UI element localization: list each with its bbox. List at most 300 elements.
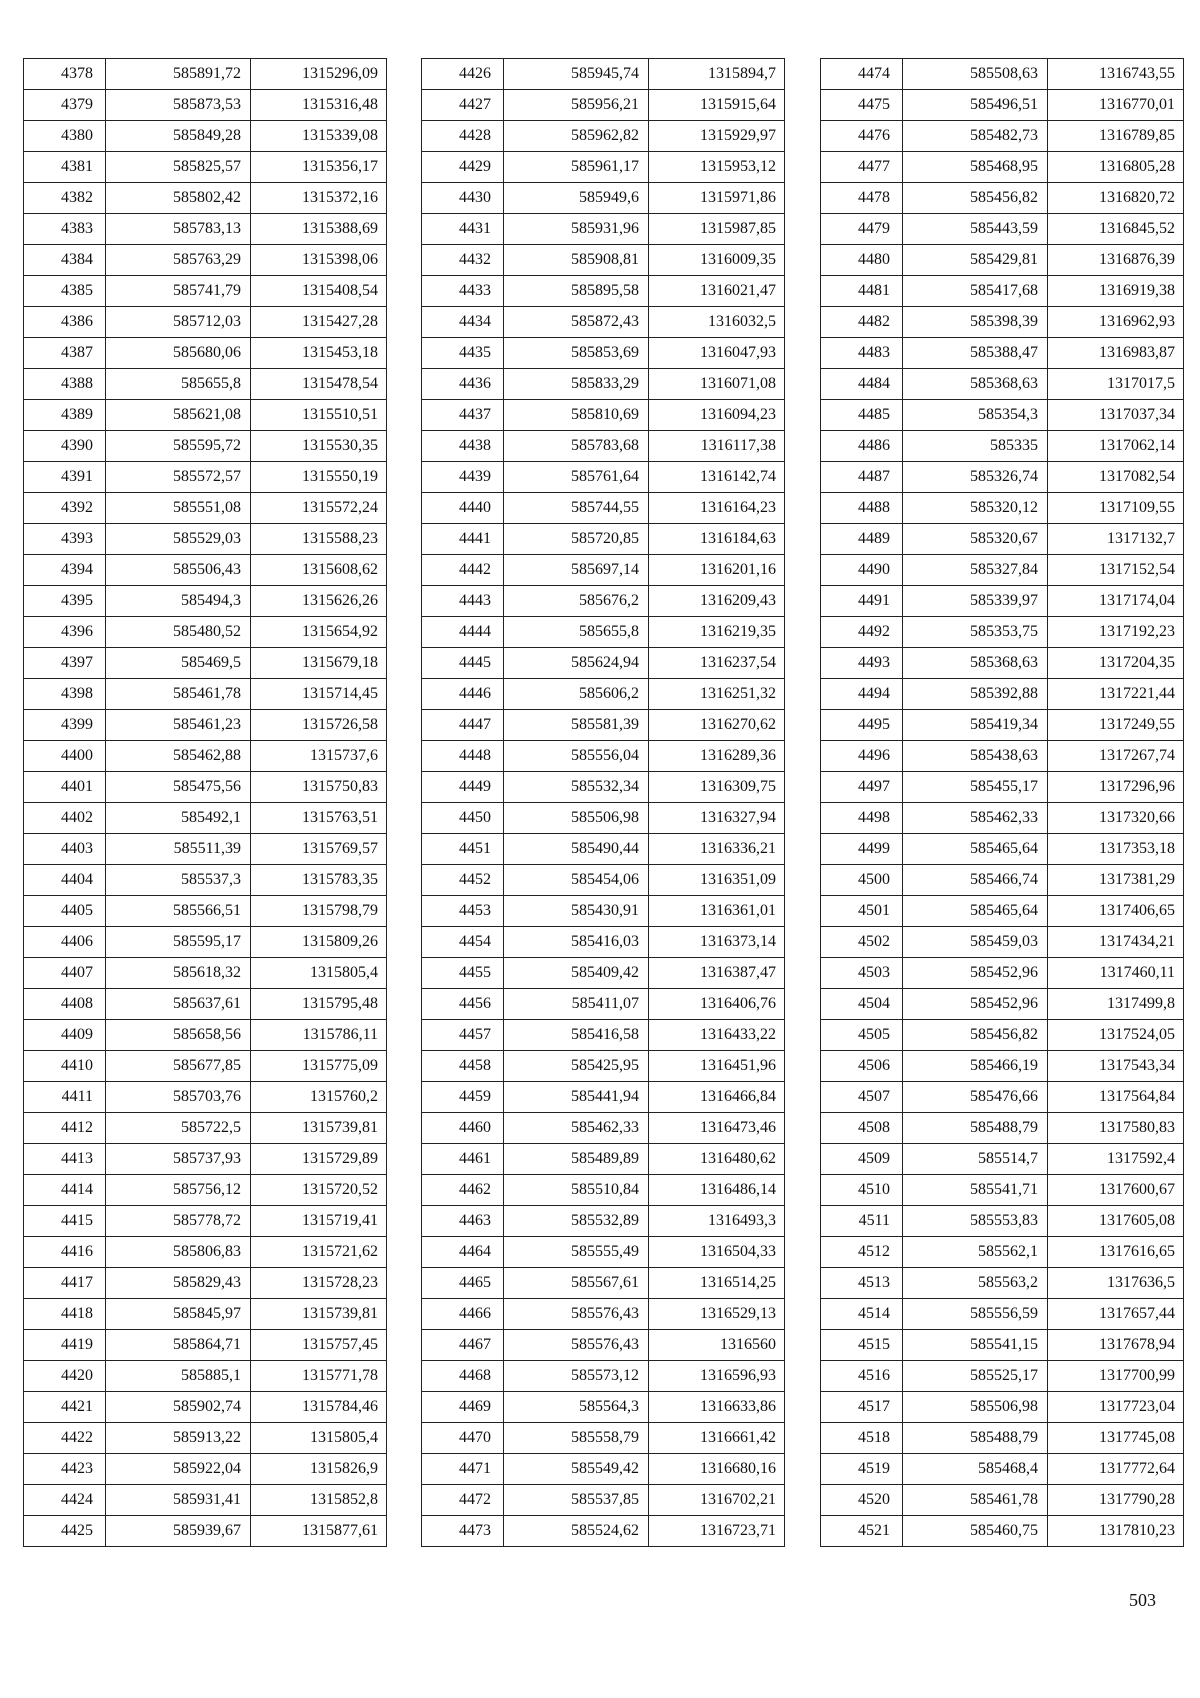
- table-row: [24, 400, 387, 431]
- y-coordinate-cell: 1317543,34: [1048, 1051, 1184, 1082]
- x-coordinate-cell: 585891,72: [106, 59, 251, 90]
- coordinate-table-3: [820, 58, 1184, 1547]
- x-coordinate-cell: 585353,75: [903, 617, 1048, 648]
- point-number-cell: 4447: [422, 710, 504, 741]
- point-number-cell: 4496: [821, 741, 903, 772]
- x-coordinate-cell: 585454,06: [504, 865, 649, 896]
- table-row: [422, 1392, 785, 1423]
- x-coordinate-cell: 585326,74: [903, 462, 1048, 493]
- table-row: [422, 1051, 785, 1082]
- point-number-cell: 4401: [24, 772, 106, 803]
- x-coordinate-cell: 585556,59: [903, 1299, 1048, 1330]
- x-coordinate-cell: 585549,42: [504, 1454, 649, 1485]
- y-coordinate-cell: 1315737,6: [251, 741, 387, 772]
- x-coordinate-cell: 585489,89: [504, 1144, 649, 1175]
- table-row: [821, 59, 1184, 90]
- point-number-cell: 4498: [821, 803, 903, 834]
- table-row: [821, 214, 1184, 245]
- point-number-cell: 4501: [821, 896, 903, 927]
- point-number-cell: 4507: [821, 1082, 903, 1113]
- table-row: [422, 1113, 785, 1144]
- y-coordinate-cell: 1317772,64: [1048, 1454, 1184, 1485]
- y-coordinate-cell: 1316680,16: [649, 1454, 785, 1485]
- point-number-cell: 4469: [422, 1392, 504, 1423]
- x-coordinate-cell: 585621,08: [106, 400, 251, 431]
- x-coordinate-cell: 585573,12: [504, 1361, 649, 1392]
- y-coordinate-cell: 1316723,71: [649, 1516, 785, 1547]
- table-row: [821, 1020, 1184, 1051]
- point-number-cell: 4443: [422, 586, 504, 617]
- point-number-cell: 4456: [422, 989, 504, 1020]
- y-coordinate-cell: 1315530,35: [251, 431, 387, 462]
- table-row: [821, 834, 1184, 865]
- table-row: [422, 865, 785, 896]
- x-coordinate-cell: 585320,12: [903, 493, 1048, 524]
- x-coordinate-cell: 585411,07: [504, 989, 649, 1020]
- table-row: [821, 245, 1184, 276]
- y-coordinate-cell: 1317062,14: [1048, 431, 1184, 462]
- x-coordinate-cell: 585744,55: [504, 493, 649, 524]
- point-number-cell: 4453: [422, 896, 504, 927]
- y-coordinate-cell: 1316251,32: [649, 679, 785, 710]
- x-coordinate-cell: 585555,49: [504, 1237, 649, 1268]
- y-coordinate-cell: 1315720,52: [251, 1175, 387, 1206]
- x-coordinate-cell: 585537,3: [106, 865, 251, 896]
- point-number-cell: 4440: [422, 493, 504, 524]
- point-number-cell: 4464: [422, 1237, 504, 1268]
- point-number-cell: 4421: [24, 1392, 106, 1423]
- y-coordinate-cell: 1316289,36: [649, 741, 785, 772]
- y-coordinate-cell: 1315296,09: [251, 59, 387, 90]
- table-row: [24, 307, 387, 338]
- y-coordinate-cell: 1316406,76: [649, 989, 785, 1020]
- table-row: [24, 1237, 387, 1268]
- x-coordinate-cell: 585456,82: [903, 1020, 1048, 1051]
- table-row: [422, 1423, 785, 1454]
- table-row: [24, 245, 387, 276]
- point-number-cell: 4385: [24, 276, 106, 307]
- y-coordinate-cell: 1316805,28: [1048, 152, 1184, 183]
- table-row: [24, 989, 387, 1020]
- y-coordinate-cell: 1317499,8: [1048, 989, 1184, 1020]
- x-coordinate-cell: 585956,21: [504, 90, 649, 121]
- point-number-cell: 4449: [422, 772, 504, 803]
- table-row: [422, 772, 785, 803]
- point-number-cell: 4412: [24, 1113, 106, 1144]
- point-number-cell: 4487: [821, 462, 903, 493]
- y-coordinate-cell: 1317249,55: [1048, 710, 1184, 741]
- x-coordinate-cell: 585425,95: [504, 1051, 649, 1082]
- table-row: [422, 524, 785, 555]
- x-coordinate-cell: 585562,1: [903, 1237, 1048, 1268]
- point-number-cell: 4442: [422, 555, 504, 586]
- y-coordinate-cell: 1315588,23: [251, 524, 387, 555]
- y-coordinate-cell: 1317790,28: [1048, 1485, 1184, 1516]
- point-number-cell: 4436: [422, 369, 504, 400]
- point-number-cell: 4454: [422, 927, 504, 958]
- table-row: [24, 493, 387, 524]
- x-coordinate-cell: 585417,68: [903, 276, 1048, 307]
- x-coordinate-cell: 585624,94: [504, 648, 649, 679]
- table-row: [821, 1144, 1184, 1175]
- y-coordinate-cell: 1315826,9: [251, 1454, 387, 1485]
- x-coordinate-cell: 585416,03: [504, 927, 649, 958]
- table-row: [422, 462, 785, 493]
- y-coordinate-cell: 1315550,19: [251, 462, 387, 493]
- y-coordinate-cell: 1316743,55: [1048, 59, 1184, 90]
- point-number-cell: 4475: [821, 90, 903, 121]
- y-coordinate-cell: 1317017,5: [1048, 369, 1184, 400]
- x-coordinate-cell: 585567,61: [504, 1268, 649, 1299]
- point-number-cell: 4476: [821, 121, 903, 152]
- table-row: [422, 59, 785, 90]
- x-coordinate-cell: 585833,29: [504, 369, 649, 400]
- table-row: [422, 679, 785, 710]
- x-coordinate-cell: 585655,8: [106, 369, 251, 400]
- table-row: [422, 803, 785, 834]
- point-number-cell: 4508: [821, 1113, 903, 1144]
- table-row: [821, 927, 1184, 958]
- table-row: [821, 1206, 1184, 1237]
- table-row: [422, 741, 785, 772]
- y-coordinate-cell: 1315408,54: [251, 276, 387, 307]
- point-number-cell: 4477: [821, 152, 903, 183]
- y-coordinate-cell: 1317600,67: [1048, 1175, 1184, 1206]
- table-row: [422, 710, 785, 741]
- table-row: [821, 1454, 1184, 1485]
- table-row: [24, 152, 387, 183]
- x-coordinate-cell: 585722,5: [106, 1113, 251, 1144]
- table-row: [24, 276, 387, 307]
- y-coordinate-cell: 1316032,5: [649, 307, 785, 338]
- point-number-cell: 4381: [24, 152, 106, 183]
- y-coordinate-cell: 1315453,18: [251, 338, 387, 369]
- point-number-cell: 4515: [821, 1330, 903, 1361]
- y-coordinate-cell: 1317810,23: [1048, 1516, 1184, 1547]
- y-coordinate-cell: 1315784,46: [251, 1392, 387, 1423]
- point-number-cell: 4403: [24, 834, 106, 865]
- point-number-cell: 4416: [24, 1237, 106, 1268]
- y-coordinate-cell: 1315510,51: [251, 400, 387, 431]
- y-coordinate-cell: 1316270,62: [649, 710, 785, 741]
- x-coordinate-cell: 585737,93: [106, 1144, 251, 1175]
- table-row: [821, 741, 1184, 772]
- table-row: [24, 462, 387, 493]
- y-coordinate-cell: 1316504,33: [649, 1237, 785, 1268]
- point-number-cell: 4512: [821, 1237, 903, 1268]
- table-row: [821, 152, 1184, 183]
- point-number-cell: 4418: [24, 1299, 106, 1330]
- point-number-cell: 4458: [422, 1051, 504, 1082]
- y-coordinate-cell: 1315721,62: [251, 1237, 387, 1268]
- y-coordinate-cell: 1317678,94: [1048, 1330, 1184, 1361]
- y-coordinate-cell: 1317204,35: [1048, 648, 1184, 679]
- y-coordinate-cell: 1316789,85: [1048, 121, 1184, 152]
- x-coordinate-cell: 585476,66: [903, 1082, 1048, 1113]
- point-number-cell: 4392: [24, 493, 106, 524]
- table-row: [24, 369, 387, 400]
- point-number-cell: 4410: [24, 1051, 106, 1082]
- x-coordinate-cell: 585676,2: [504, 586, 649, 617]
- table-row: [24, 1423, 387, 1454]
- point-number-cell: 4482: [821, 307, 903, 338]
- table-row: [821, 1051, 1184, 1082]
- x-coordinate-cell: 585461,23: [106, 710, 251, 741]
- x-coordinate-cell: 585778,72: [106, 1206, 251, 1237]
- y-coordinate-cell: 1315809,26: [251, 927, 387, 958]
- y-coordinate-cell: 1316486,14: [649, 1175, 785, 1206]
- x-coordinate-cell: 585335: [903, 431, 1048, 462]
- point-number-cell: 4404: [24, 865, 106, 896]
- x-coordinate-cell: 585961,17: [504, 152, 649, 183]
- table-row: [24, 1175, 387, 1206]
- x-coordinate-cell: 585461,78: [106, 679, 251, 710]
- table-row: [422, 493, 785, 524]
- table-row: [422, 1361, 785, 1392]
- table-row: [24, 1020, 387, 1051]
- y-coordinate-cell: 1317723,04: [1048, 1392, 1184, 1423]
- x-coordinate-cell: 585475,56: [106, 772, 251, 803]
- x-coordinate-cell: 585525,17: [903, 1361, 1048, 1392]
- x-coordinate-cell: 585829,43: [106, 1268, 251, 1299]
- point-number-cell: 4521: [821, 1516, 903, 1547]
- point-number-cell: 4489: [821, 524, 903, 555]
- table-row: [24, 555, 387, 586]
- y-coordinate-cell: 1316071,08: [649, 369, 785, 400]
- point-number-cell: 4450: [422, 803, 504, 834]
- y-coordinate-cell: 1317353,18: [1048, 834, 1184, 865]
- y-coordinate-cell: 1317132,7: [1048, 524, 1184, 555]
- point-number-cell: 4492: [821, 617, 903, 648]
- table-row: [24, 1485, 387, 1516]
- table-row: [821, 1516, 1184, 1547]
- point-number-cell: 4390: [24, 431, 106, 462]
- y-coordinate-cell: 1315783,35: [251, 865, 387, 896]
- table-row: [821, 896, 1184, 927]
- x-coordinate-cell: 585680,06: [106, 338, 251, 369]
- point-number-cell: 4394: [24, 555, 106, 586]
- y-coordinate-cell: 1315953,12: [649, 152, 785, 183]
- x-coordinate-cell: 585763,29: [106, 245, 251, 276]
- point-number-cell: 4435: [422, 338, 504, 369]
- point-number-cell: 4491: [821, 586, 903, 617]
- table-row: [821, 679, 1184, 710]
- y-coordinate-cell: 1317152,54: [1048, 555, 1184, 586]
- y-coordinate-cell: 1316473,46: [649, 1113, 785, 1144]
- point-number-cell: 4432: [422, 245, 504, 276]
- table-row: [821, 1361, 1184, 1392]
- y-coordinate-cell: 1315795,48: [251, 989, 387, 1020]
- table-row: [422, 958, 785, 989]
- point-number-cell: 4399: [24, 710, 106, 741]
- x-coordinate-cell: 585327,84: [903, 555, 1048, 586]
- point-number-cell: 4433: [422, 276, 504, 307]
- y-coordinate-cell: 1316529,13: [649, 1299, 785, 1330]
- x-coordinate-cell: 585524,62: [504, 1516, 649, 1547]
- y-coordinate-cell: 1317381,29: [1048, 865, 1184, 896]
- table-row: [24, 834, 387, 865]
- x-coordinate-cell: 585558,79: [504, 1423, 649, 1454]
- table-row: [24, 121, 387, 152]
- point-number-cell: 4494: [821, 679, 903, 710]
- point-number-cell: 4511: [821, 1206, 903, 1237]
- table-row: [422, 1175, 785, 1206]
- y-coordinate-cell: 1315971,86: [649, 183, 785, 214]
- x-coordinate-cell: 585677,85: [106, 1051, 251, 1082]
- x-coordinate-cell: 585460,75: [903, 1516, 1048, 1547]
- point-number-cell: 4424: [24, 1485, 106, 1516]
- point-number-cell: 4452: [422, 865, 504, 896]
- y-coordinate-cell: 1316219,35: [649, 617, 785, 648]
- y-coordinate-cell: 1316201,16: [649, 555, 785, 586]
- x-coordinate-cell: 585864,71: [106, 1330, 251, 1361]
- x-coordinate-cell: 585510,84: [504, 1175, 649, 1206]
- point-number-cell: 4519: [821, 1454, 903, 1485]
- y-coordinate-cell: 1316702,21: [649, 1485, 785, 1516]
- table-row: [24, 1082, 387, 1113]
- x-coordinate-cell: 585541,71: [903, 1175, 1048, 1206]
- point-number-cell: 4389: [24, 400, 106, 431]
- table-row: [821, 865, 1184, 896]
- table-row: [422, 214, 785, 245]
- point-number-cell: 4490: [821, 555, 903, 586]
- y-coordinate-cell: 1315877,61: [251, 1516, 387, 1547]
- table-row: [422, 1454, 785, 1485]
- x-coordinate-cell: 585873,53: [106, 90, 251, 121]
- point-number-cell: 4378: [24, 59, 106, 90]
- point-number-cell: 4488: [821, 493, 903, 524]
- point-number-cell: 4514: [821, 1299, 903, 1330]
- table-row: [24, 896, 387, 927]
- table-row: [422, 245, 785, 276]
- y-coordinate-cell: 1315356,17: [251, 152, 387, 183]
- x-coordinate-cell: 585606,2: [504, 679, 649, 710]
- y-coordinate-cell: 1316309,75: [649, 772, 785, 803]
- x-coordinate-cell: 585576,43: [504, 1299, 649, 1330]
- y-coordinate-cell: 1315775,09: [251, 1051, 387, 1082]
- x-coordinate-cell: 585462,88: [106, 741, 251, 772]
- x-coordinate-cell: 585339,97: [903, 586, 1048, 617]
- x-coordinate-cell: 585388,47: [903, 338, 1048, 369]
- x-coordinate-cell: 585872,43: [504, 307, 649, 338]
- y-coordinate-cell: 1315894,7: [649, 59, 785, 90]
- point-number-cell: 4428: [422, 121, 504, 152]
- y-coordinate-cell: 1315626,26: [251, 586, 387, 617]
- y-coordinate-cell: 1317109,55: [1048, 493, 1184, 524]
- point-number-cell: 4479: [821, 214, 903, 245]
- x-coordinate-cell: 585455,17: [903, 772, 1048, 803]
- point-number-cell: 4513: [821, 1268, 903, 1299]
- table-row: [422, 121, 785, 152]
- point-number-cell: 4471: [422, 1454, 504, 1485]
- table-row: [422, 927, 785, 958]
- y-coordinate-cell: 1317082,54: [1048, 462, 1184, 493]
- table-row: [24, 1454, 387, 1485]
- x-coordinate-cell: 585320,67: [903, 524, 1048, 555]
- point-number-cell: 4485: [821, 400, 903, 431]
- point-number-cell: 4506: [821, 1051, 903, 1082]
- table-row: [422, 834, 785, 865]
- point-number-cell: 4520: [821, 1485, 903, 1516]
- y-coordinate-cell: 1315372,16: [251, 183, 387, 214]
- point-number-cell: 4465: [422, 1268, 504, 1299]
- point-number-cell: 4391: [24, 462, 106, 493]
- table-row: [821, 648, 1184, 679]
- point-number-cell: 4429: [422, 152, 504, 183]
- x-coordinate-cell: 585465,64: [903, 834, 1048, 865]
- x-coordinate-cell: 585508,63: [903, 59, 1048, 90]
- table-row: [422, 617, 785, 648]
- table-row: [821, 1237, 1184, 1268]
- point-number-cell: 4484: [821, 369, 903, 400]
- table-row: [821, 183, 1184, 214]
- x-coordinate-cell: 585368,63: [903, 369, 1048, 400]
- table-row: [24, 1113, 387, 1144]
- y-coordinate-cell: 1315608,62: [251, 555, 387, 586]
- point-number-cell: 4517: [821, 1392, 903, 1423]
- y-coordinate-cell: 1317605,08: [1048, 1206, 1184, 1237]
- table-row: [24, 524, 387, 555]
- coordinate-tables: [23, 58, 1183, 1561]
- y-coordinate-cell: 1317657,44: [1048, 1299, 1184, 1330]
- y-coordinate-cell: 1316047,93: [649, 338, 785, 369]
- point-number-cell: 4387: [24, 338, 106, 369]
- x-coordinate-cell: 585488,79: [903, 1113, 1048, 1144]
- point-number-cell: 4470: [422, 1423, 504, 1454]
- x-coordinate-cell: 585595,17: [106, 927, 251, 958]
- point-number-cell: 4441: [422, 524, 504, 555]
- point-number-cell: 4504: [821, 989, 903, 1020]
- point-number-cell: 4402: [24, 803, 106, 834]
- y-coordinate-cell: 1317221,44: [1048, 679, 1184, 710]
- y-coordinate-cell: 1315729,89: [251, 1144, 387, 1175]
- x-coordinate-cell: 585931,96: [504, 214, 649, 245]
- x-coordinate-cell: 585452,96: [903, 989, 1048, 1020]
- y-coordinate-cell: 1315316,48: [251, 90, 387, 121]
- x-coordinate-cell: 585783,68: [504, 431, 649, 462]
- point-number-cell: 4505: [821, 1020, 903, 1051]
- x-coordinate-cell: 585945,74: [504, 59, 649, 90]
- table-row: [422, 1020, 785, 1051]
- y-coordinate-cell: 1316094,23: [649, 400, 785, 431]
- point-number-cell: 4415: [24, 1206, 106, 1237]
- table-row: [821, 400, 1184, 431]
- x-coordinate-cell: 585532,89: [504, 1206, 649, 1237]
- table-row: [24, 214, 387, 245]
- table-row: [24, 865, 387, 896]
- y-coordinate-cell: 1317320,66: [1048, 803, 1184, 834]
- y-coordinate-cell: 1316876,39: [1048, 245, 1184, 276]
- y-coordinate-cell: 1316361,01: [649, 896, 785, 927]
- table-row: [24, 1392, 387, 1423]
- y-coordinate-cell: 1316661,42: [649, 1423, 785, 1454]
- y-coordinate-cell: 1316237,54: [649, 648, 785, 679]
- point-number-cell: 4407: [24, 958, 106, 989]
- x-coordinate-cell: 585514,7: [903, 1144, 1048, 1175]
- table-row: [422, 648, 785, 679]
- y-coordinate-cell: 1316021,47: [649, 276, 785, 307]
- table-row: [821, 307, 1184, 338]
- y-coordinate-cell: 1315654,92: [251, 617, 387, 648]
- y-coordinate-cell: 1315798,79: [251, 896, 387, 927]
- point-number-cell: 4499: [821, 834, 903, 865]
- point-number-cell: 4408: [24, 989, 106, 1020]
- x-coordinate-cell: 585541,15: [903, 1330, 1048, 1361]
- table-row: [24, 431, 387, 462]
- x-coordinate-cell: 585572,57: [106, 462, 251, 493]
- point-number-cell: 4386: [24, 307, 106, 338]
- x-coordinate-cell: 585825,57: [106, 152, 251, 183]
